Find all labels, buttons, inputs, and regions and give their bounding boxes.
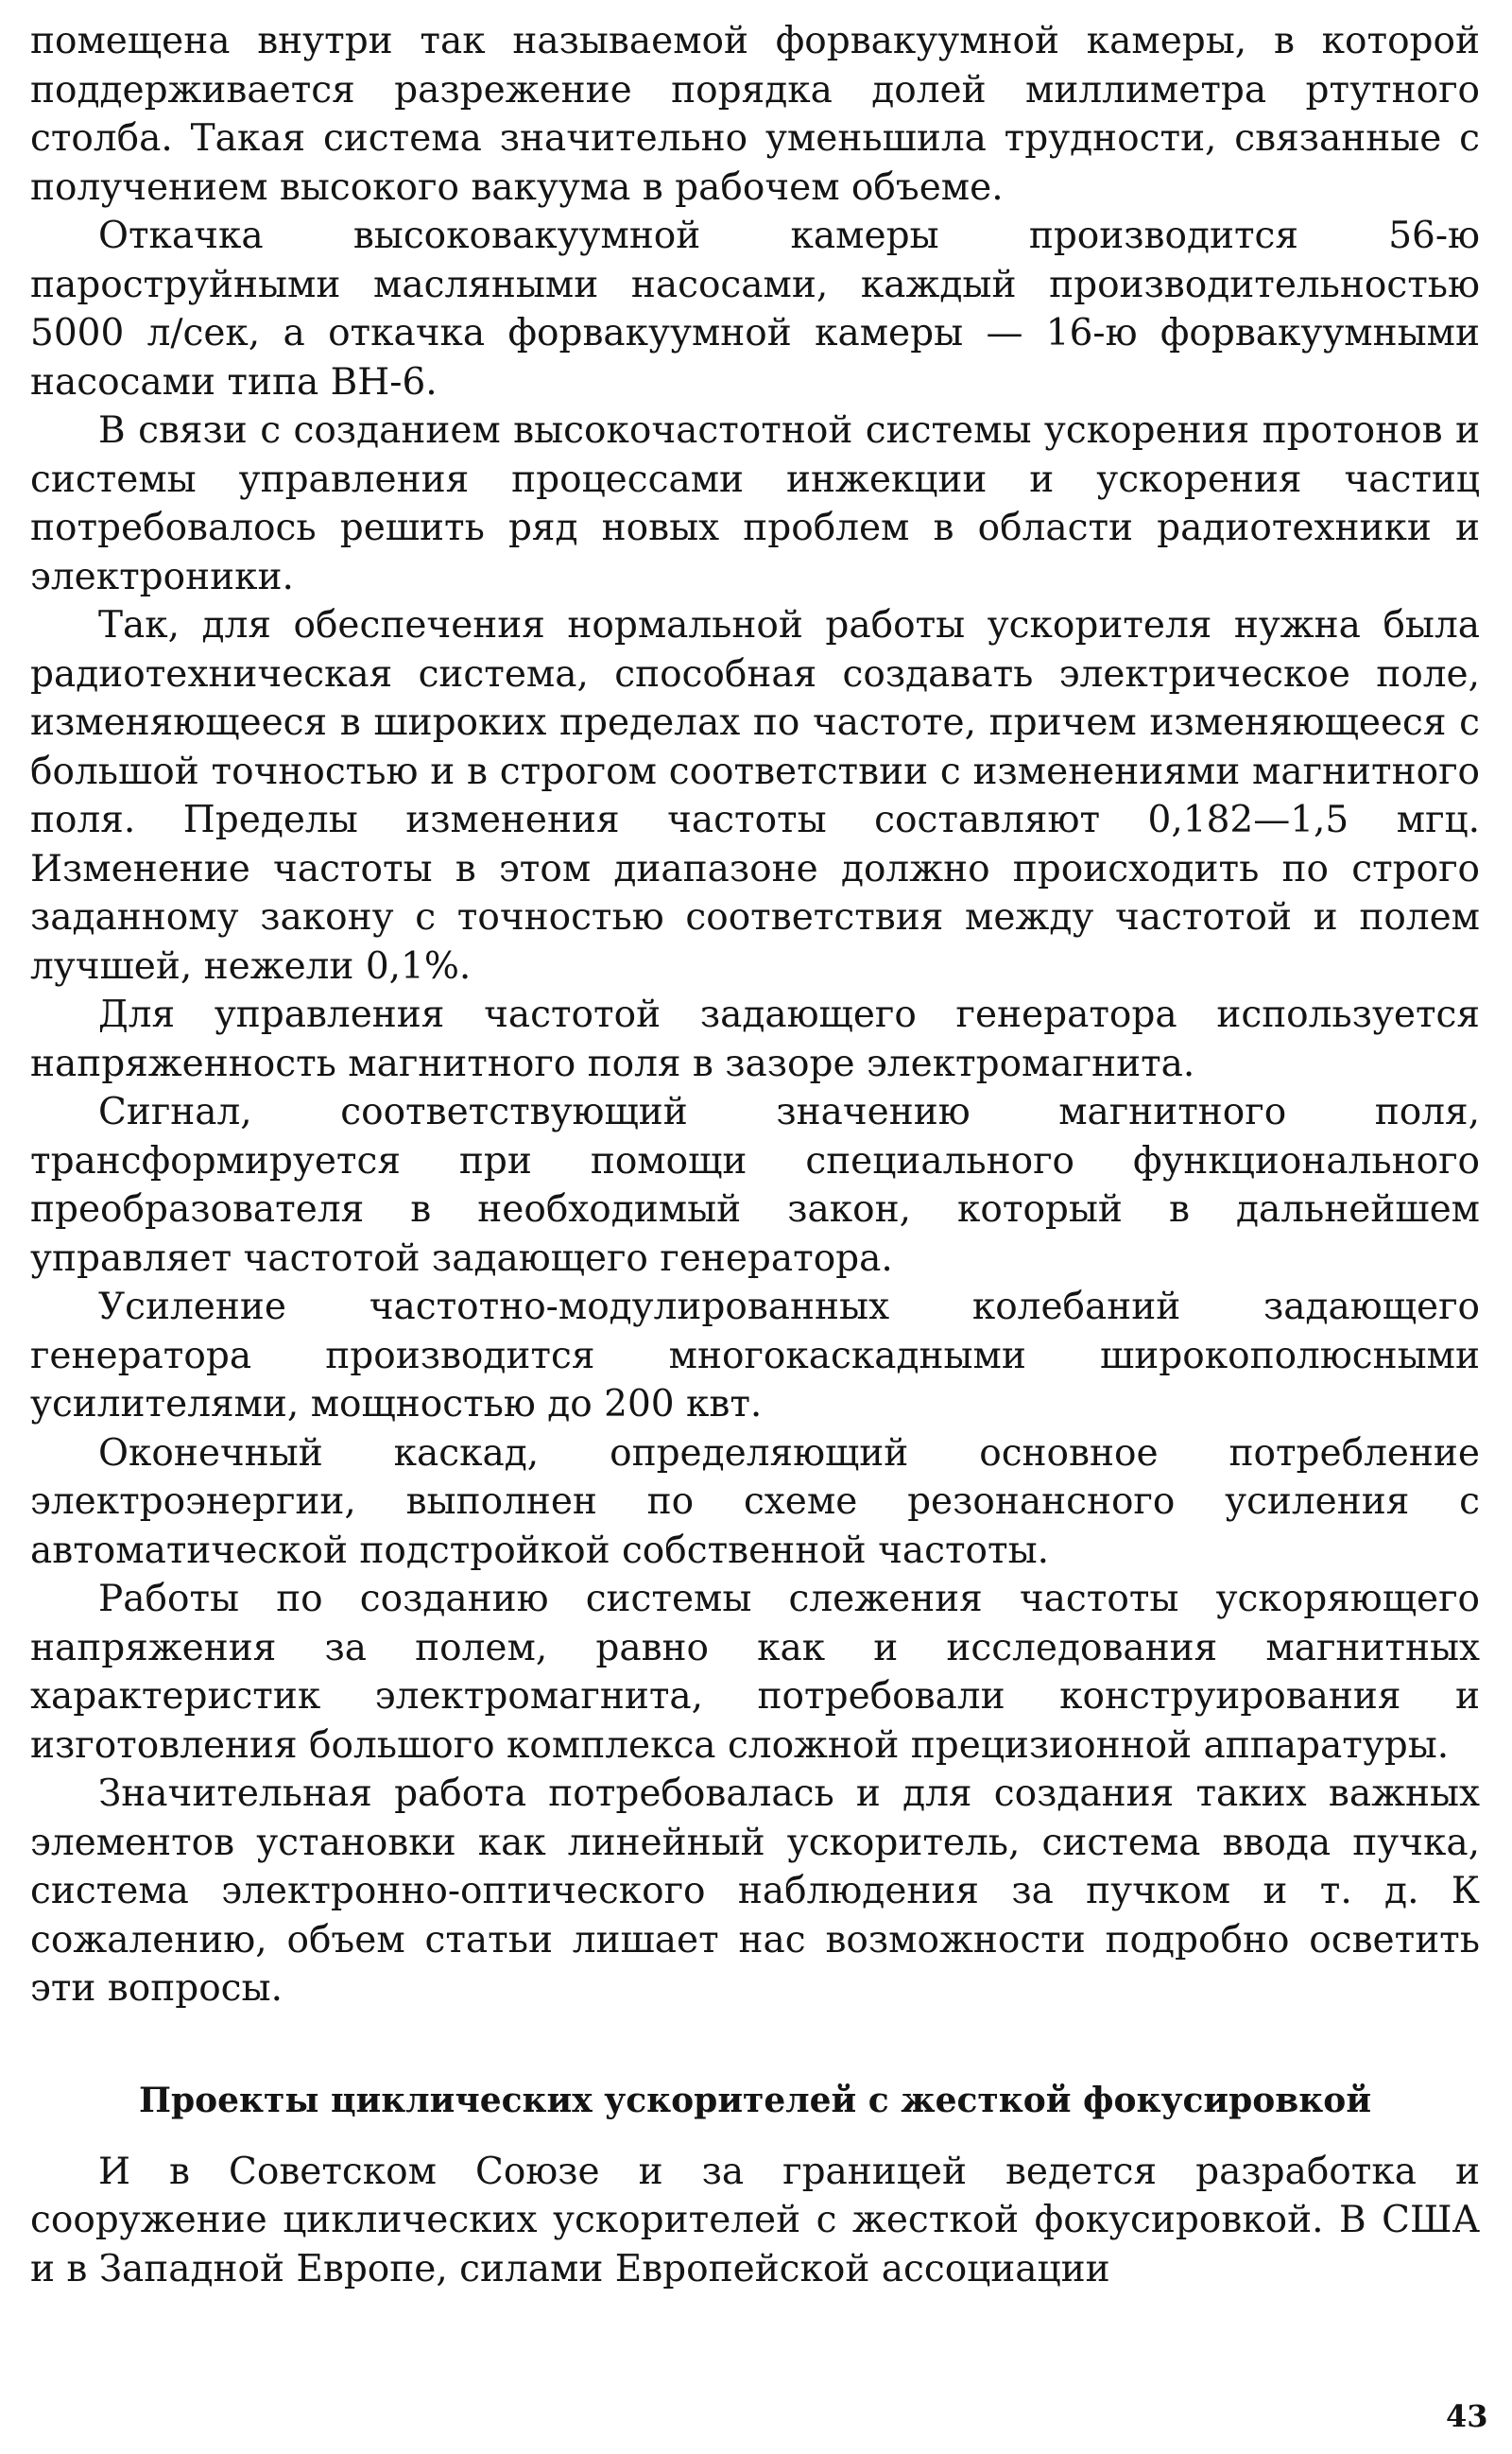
paragraph-signal-transform: Сигнал, соответствующий значению магнитного поля, трансформируется при помощи специального функционального преобразователя в необходимый закон, который в дальнейшем управляет частотой задающего генератора. xyxy=(30,1091,1480,1280)
paragraph-frequency-range: Так, для обеспечения нормальной работы ускорителя нужна была радиотехническая система, способная создавать электрическое поле, изменяющееся в широких пределах по частоте, причем изменяющееся с большой точностью и в строгом соответствии с изменениями магнитного поля. Пределы изменения частоты составляют 0,182—1,5 мгц. Изменение частоты в этом диапазоне должно происходить по строго заданному закону с точностью соответствия между частотой и полем лучшей, нежели 0,1%. xyxy=(30,604,1480,988)
paragraph-radio-engineering: В связи с созданием высокочастотной системы ускорения протонов и системы управления процессами инжекции и ускорения частиц потребовалось решить ряд новых проблем в области радиотехники и электроники. xyxy=(30,409,1480,598)
paragraph-tracking-system: Работы по созданию системы слежения частоты ускоряющего напряжения за полем, равно как и исследования магнитных характеристик электромагнита, потребовали конструирования и изготовления большого комплекса сложной прецизионной аппаратуры. xyxy=(30,1578,1480,1767)
page-number: 43 xyxy=(1446,2398,1488,2434)
paragraph-strong-focusing: И в Советском Союзе и за границей ведется разработка и сооружение циклических ускорителей с жесткой фокусировкой. В США и в Западной Европе, силами Европейской ассоциации xyxy=(30,2150,1480,2290)
page-body xyxy=(30,17,1480,2293)
section-heading: Проекты циклических ускорителей с жесткой фокусировкой xyxy=(138,2080,1372,2120)
paragraph-continuation: помещена внутри так называемой форвакуумной камеры, в которой поддерживается разрежение порядка долей миллиметра ртутного столба. Такая система значительно уменьшила трудности, связанные с получением высокого вакуума в рабочем объеме. xyxy=(30,20,1480,209)
paragraph-linear-accelerator: Значительная работа потребовалась и для создания таких важных элементов установки как линейный ускоритель, система ввода пучка, система электронно-оптического наблюдения за пучком и т. д. К сожалению, объем статьи лишает нас возможности подробно осветить эти вопросы. xyxy=(30,1772,1480,2010)
paragraph-pumping: Откачка высоковакуумной камеры производится 56-ю пароструйными масляными насосами, каждый производительностью 5000 л/сек, а откачка форвакуумной камеры — 16-ю форвакуумными насосами типа ВН-6. xyxy=(30,215,1480,404)
paragraph-generator-control: Для управления частотой задающего генератора используется напряженность магнитного поля в зазоре электромагнита. xyxy=(30,994,1480,1085)
paragraph-amplification: Усиление частотно-модулированных колебаний задающего генератора производится многокаскадными широкополюсными усилителями, мощностью до 200 квт. xyxy=(30,1286,1480,1426)
paragraph-final-stage: Оконечный каскад, определяющий основное потребление электроэнергии, выполнен по схеме резонансного усиления с автоматической подстройкой собственной частоты. xyxy=(30,1431,1480,1572)
